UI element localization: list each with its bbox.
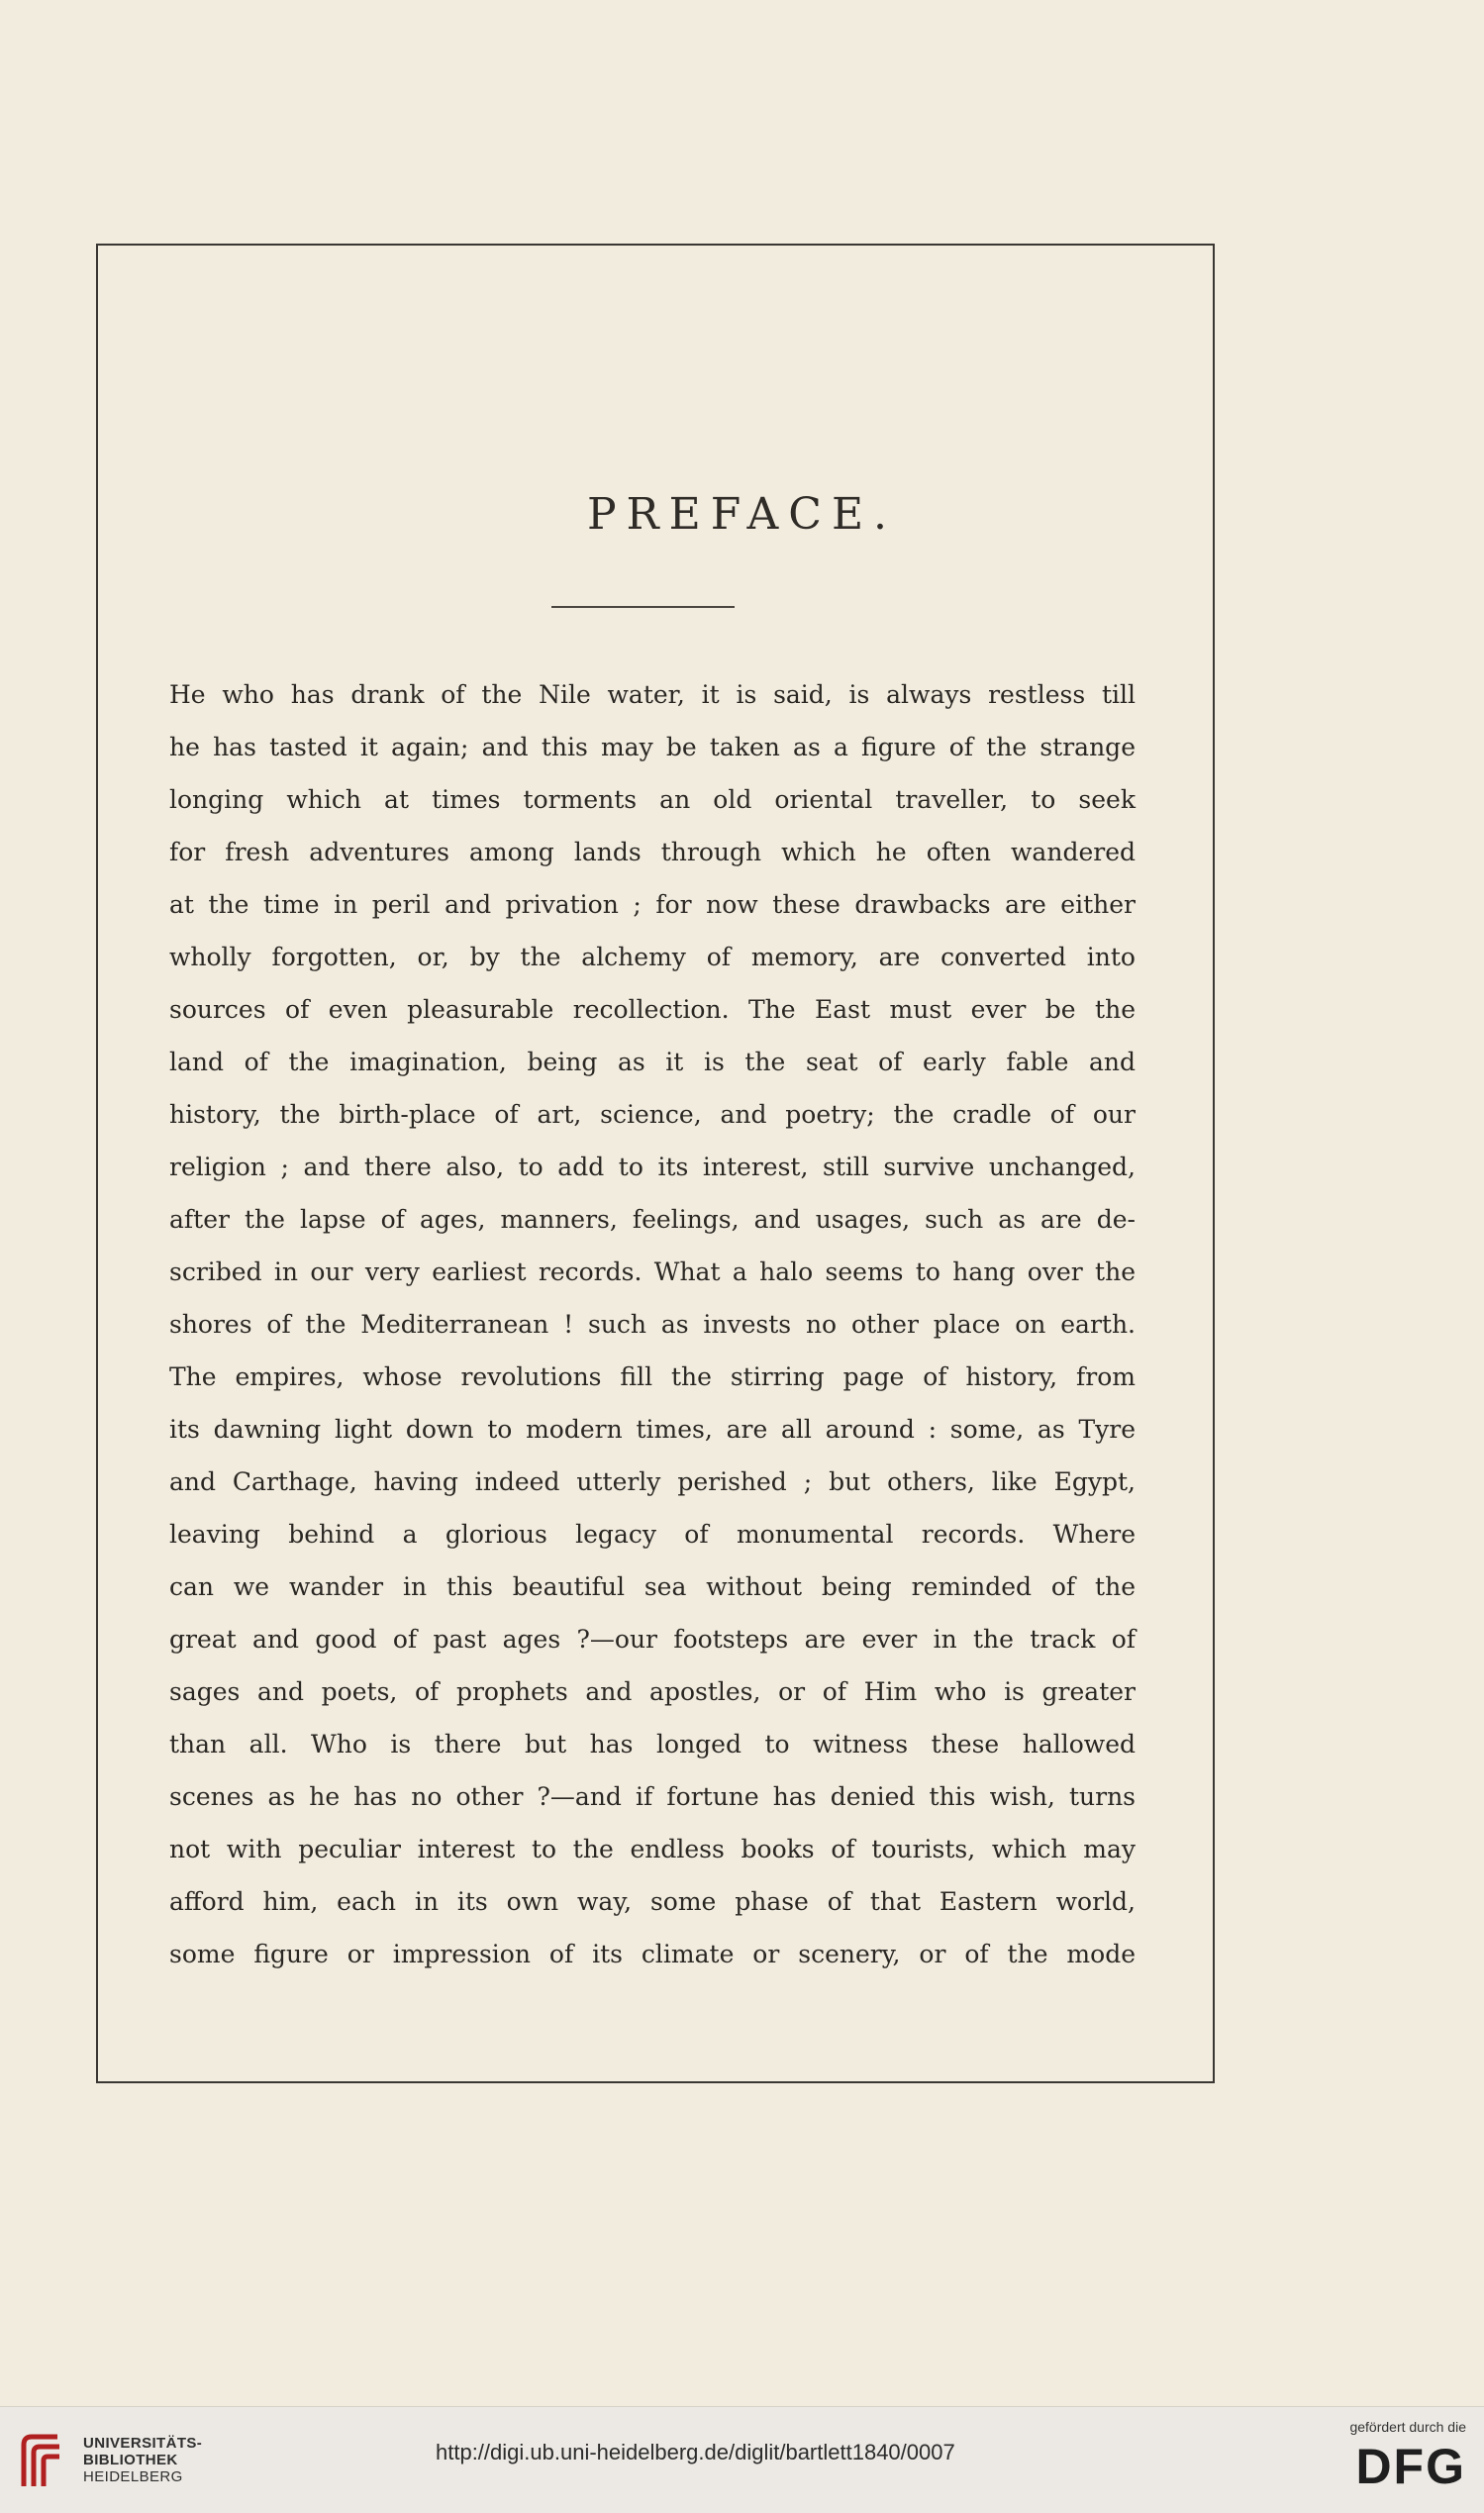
text-line: sages and poets, of prophets and apostles, or of Him who is greater: [169, 1677, 1136, 1706]
text-line: can we wander in this beautiful sea without being reminded of the: [169, 1572, 1136, 1601]
text-line: leaving behind a glorious legacy of monumental records. Where: [169, 1520, 1136, 1549]
text-line: history, the birth-place of art, science, and poetry; the cradle of our: [169, 1100, 1136, 1129]
library-name-line-2: BIBLIOTHEK: [83, 2452, 178, 2468]
source-url-link[interactable]: http://digi.ub.uni-heidelberg.de/diglit/bartlett1840/0007: [436, 2440, 955, 2464]
text-line: great and good of past ages ?—our footsteps are ever in the track of: [169, 1625, 1136, 1654]
library-name-line-3: HEIDELBERG: [83, 2468, 183, 2485]
text-line: He who has drank of the Nile water, it is said, is always restless till: [169, 680, 1136, 709]
text-line: for fresh adventures among lands through which he often wandered: [169, 838, 1136, 866]
library-name-line-1: UNIVERSITÄTS-: [83, 2435, 203, 2452]
text-line: scribed in our very earliest records. What a halo seems to hang over the: [169, 1257, 1136, 1286]
funder-area: [1298, 2419, 1466, 2494]
library-name: [83, 2435, 202, 2485]
title-rule: [551, 606, 735, 608]
text-line: than all. Who is there but has longed to witness these hallowed: [169, 1730, 1136, 1759]
footer-bar: [0, 2406, 1484, 2513]
text-line: not with peculiar interest to the endless books of tourists, which may: [169, 1835, 1136, 1863]
text-line: he has tasted it again; and this may be taken as a figure of the strange: [169, 733, 1136, 761]
text-line: religion ; and there also, to add to its interest, still survive unchanged,: [169, 1153, 1136, 1181]
text-line: wholly forgotten, or, by the alchemy of memory, are converted into: [169, 943, 1136, 971]
text-line: after the lapse of ages, manners, feelings, and usages, such as are de-: [169, 1205, 1136, 1234]
text-line: scenes as he has no other ?—and if fortune has denied this wish, turns: [169, 1782, 1136, 1811]
funder-note: gefördert durch die: [1349, 2419, 1466, 2435]
text-line: The empires, whose revolutions fill the stirring page of history, from: [169, 1362, 1136, 1391]
page-title: PREFACE.: [586, 489, 898, 540]
ub-heidelberg-logo-icon: [16, 2431, 65, 2490]
text-line: and Carthage, having indeed utterly perished ; but others, like Egypt,: [169, 1467, 1136, 1496]
text-line: sources of even pleasurable recollection. The East must ever be the: [169, 995, 1136, 1024]
text-line: longing which at times torments an old oriental traveller, to seek: [169, 785, 1136, 814]
text-line: its dawning light down to modern times, are all around : some, as Tyre: [169, 1415, 1136, 1444]
text-line: land of the imagination, being as it is the seat of early fable and: [169, 1048, 1136, 1076]
text-line: afford him, each in its own way, some phase of that Eastern world,: [169, 1887, 1136, 1916]
text-line: at the time in peril and privation ; for now these drawbacks are either: [169, 890, 1136, 919]
preface-text: [169, 668, 1136, 1980]
text-line: shores of the Mediterranean ! such as invests no other place on earth.: [169, 1310, 1136, 1339]
text-line: some figure or impression of its climate or scenery, or of the mode: [169, 1940, 1136, 1968]
dfg-logo: DFG: [1355, 2439, 1466, 2494]
